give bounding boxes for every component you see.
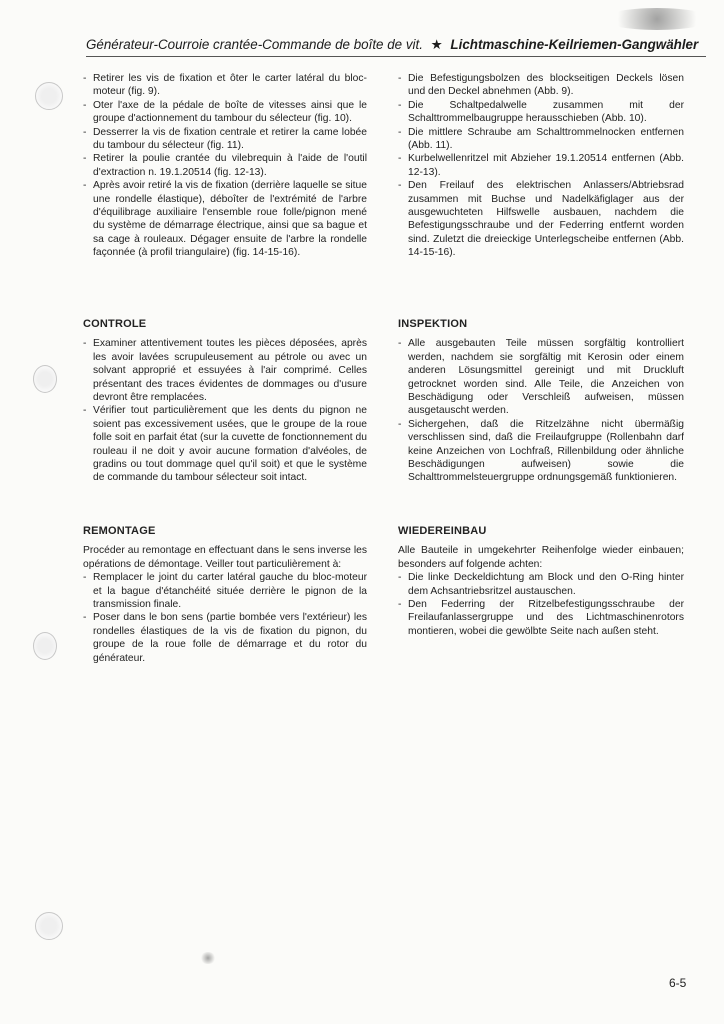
intro-de — [398, 72, 684, 260]
binder-hole-middle — [33, 365, 57, 393]
intro-de-item: - Kurbelwellenritzel mit Abzieher 19.1.20514 entfernen (Abb. 12-13). — [398, 152, 684, 179]
reassembly-fr — [83, 525, 367, 665]
intro-fr-item: - Retirer la poulie crantée du vilebrequin à l'aide de l'outil d'extraction n. 19.1.20514 (fig. 12-13). — [83, 152, 367, 179]
reassembly-fr-item: - Remplacer le joint du carter latéral gauche du bloc-moteur et la bague d'étanchéité située derrière le pignon de la transmission finale. — [83, 571, 367, 611]
intro-de-item: - Die Schaltpedalwelle zusammen mit der Schalttrommelbaugruppe herausschieben (Abb. 10). — [398, 99, 684, 126]
inspection-de-item: - Sichergehen, daß die Ritzelzähne nicht übermäßig verschlissen sind, daß die Freilaufgruppe (Rollenbahn darf keine Anzeichen von Lochfraß, Rillenbildung oder ähnliche Beschädigungen aufweisen) sowie die Schalttrommelsteuergruppe ordnungsgemäß funktionieren. — [398, 418, 684, 485]
section-heading: CONTROLE — [83, 318, 147, 330]
inspection-de-item: - Alle ausgebauten Teile müssen sorgfältig kontrolliert werden, nachdem sie sorgfältig mit Kerosin oder einem anderen Lösungsmittel gereinigt und mit Druckluft getrocknet worden sind. Alle Teile, die Anzeichen von Beschädigung oder Verschleiß aufweisen, müssen ausgetauscht werden. — [398, 337, 684, 417]
page-number: 6-5 — [669, 976, 687, 990]
header-rule — [86, 56, 706, 57]
reassembly-fr-item: - Poser dans le bon sens (partie bombée vers l'extérieur) les rondelles élastiques de la vis de fixation du pignon, du groupe de la roue folle de démarrage et du rotor du générateur. — [83, 611, 367, 665]
header-title-fr: Générateur-Courroie crantée-Commande de boîte de vit. — [86, 37, 423, 52]
section-heading: REMONTAGE — [83, 525, 156, 537]
inspection-fr-item: - Examiner attentivement toutes les pièces déposées, après les avoir lavées scrupuleusement au pétrole ou avec un solvant approprié et essuyées à l'air comprimé. Celles présentant des traces évidentes de dommages ou d'usure devront être remplacées. — [83, 337, 367, 404]
inspection-de — [398, 318, 684, 485]
page-header — [86, 37, 706, 53]
intro-fr-item: - Après avoir retiré la vis de fixation (derrière laquelle se situe une rondelle élastique), déboîter de l'extrémité de l'arbre d'équilibrage auxiliaire l'ensemble roue folle/pignon mené du système de démarrage électrique, ainsi que sa bague et sa cage à rouleaux. Dégager ensuite de l'arbre la rondelle façonnée (à profil triangulaire) (fig. 14-15-16). — [83, 179, 367, 259]
inspection-fr-item: - Vérifier tout particulièrement que les dents du pignon ne soient pas excessivement usées, que le groupe de la roue folle soit en parfait état (sur la cuvette de fonctionnement du rouleau il ne doit y avoir aucune formation d'alvéoles, de gradins ou tout dommage quel qu'il soit) et que le système de commande du tambour sélecteur soit intact. — [83, 404, 367, 484]
reassembly-de-item: - Die linke Deckeldichtung am Block und den O-Ring hinter dem Achsantriebsritzel austauschen. — [398, 571, 684, 598]
intro-fr — [83, 72, 367, 260]
intro-de-item: - Die mittlere Schraube am Schalttrommelnocken entfernen (Abb. 11). — [398, 126, 684, 153]
intro-de-item: - Den Freilauf des elektrischen Anlassers/Abtriebsrad zusammen mit Buchse und Nadelkäfiglager aus der ausgewuchteten Hilfswelle ausbauen, nachdem die Befestigungsschraube und der Federring entfernt worden sind. Zuletzt die dreieckige Unterlegscheibe entfernen (Abb. 14-15-16). — [398, 179, 684, 259]
binder-hole-bottom — [35, 912, 63, 940]
intro-fr-item: - Oter l'axe de la pédale de boîte de vitesses ainsi que le groupe d'actionnement du tambour du sélecteur (fig. 10). — [83, 99, 367, 126]
header-title-de: Lichtmaschine-Keilriemen-Gangwähler — [450, 37, 699, 52]
intro-fr-item: - Retirer les vis de fixation et ôter le carter latéral du bloc-moteur (fig. 9). — [83, 72, 367, 99]
inspection-fr — [83, 318, 367, 485]
reassembly-de-item: - Den Federring der Ritzelbefestigungsschraube der Freilaufanlassergruppe und des Lichtmaschinenrotors montieren, wobei die gewölbte Seite nach außen steht. — [398, 598, 684, 638]
reassembly-de — [398, 525, 684, 638]
section-heading: INSPEKTION — [398, 318, 468, 330]
intro-fr-item: - Desserrer la vis de fixation centrale et retirer la came lobée du tambour du sélecteur (fig. 11). — [83, 126, 367, 153]
header-separator-star: ★ — [430, 37, 443, 52]
scan-smudge — [602, 8, 712, 30]
intro-de-item: - Die Befestigungsbolzen des blockseitigen Deckels lösen und den Deckel abnehmen (Abb. 9). — [398, 72, 684, 99]
binder-hole-top — [35, 82, 63, 110]
binder-hole-lower — [33, 632, 57, 660]
reassembly-de-intro: Alle Bauteile in umgekehrter Reihenfolge wieder einbauen; besonders auf folgende achten: — [398, 545, 684, 570]
reassembly-fr-intro: Procéder au remontage en effectuant dans le sens inverse les opérations de démontage. Veiller tout particulièrement à: — [83, 545, 367, 570]
section-heading: WIEDEREINBAU — [398, 525, 487, 537]
scan-speck — [200, 952, 216, 964]
